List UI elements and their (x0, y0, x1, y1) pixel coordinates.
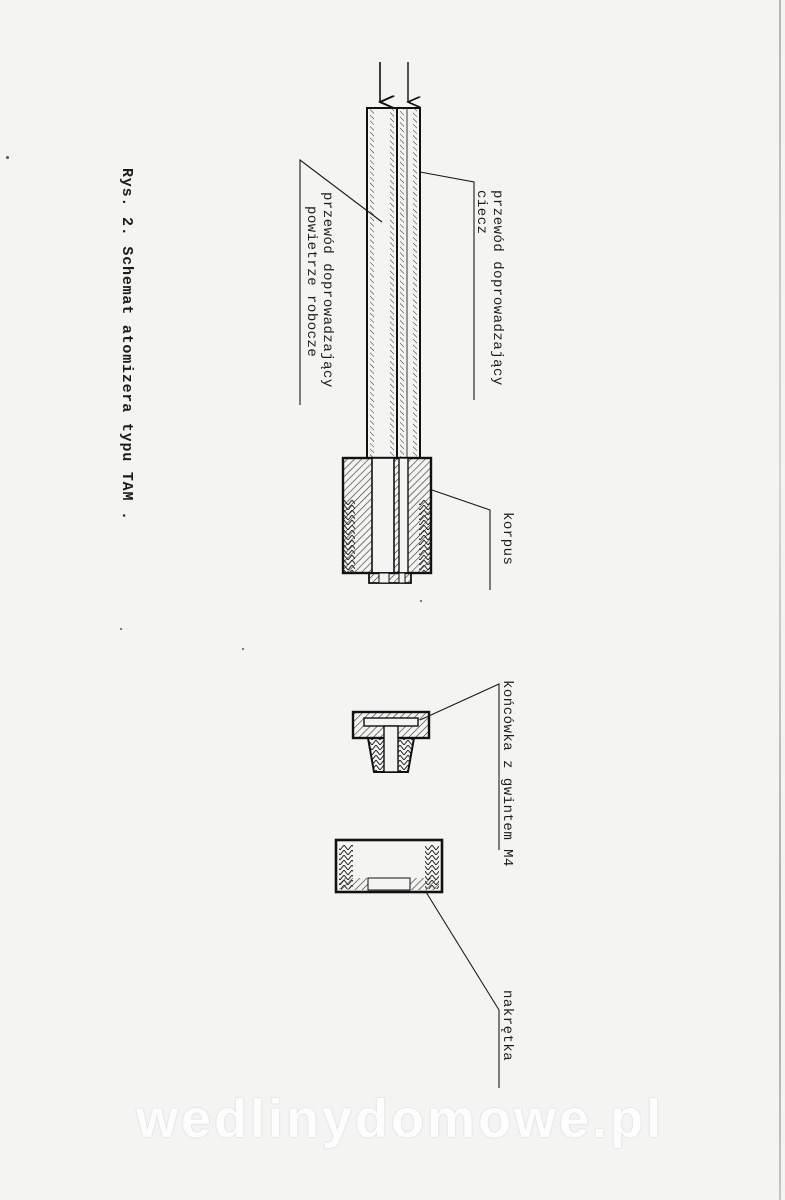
figure-caption: Rys. 2. Schemat atomizera typu TAM . (118, 168, 135, 521)
body-part (343, 458, 431, 583)
scan-speck (6, 156, 9, 159)
nozzle-tip-part (353, 712, 429, 772)
scan-speck (420, 600, 422, 602)
air-line-label-1: przewód doprowadzający (319, 192, 335, 388)
watermark: wedlinydomowe.pl (135, 1089, 665, 1149)
scan-speck (242, 648, 244, 650)
inflow-arrows (380, 62, 408, 102)
nut-label: nakrętka (499, 990, 515, 1062)
nozzle-tip-label: końcówka z gwintem M4 (499, 680, 515, 867)
scan-speck (120, 628, 122, 630)
nut-part (336, 840, 442, 892)
body-label: korpus (499, 512, 515, 566)
air-line-label-2: powietrze robocze (303, 206, 319, 358)
liquid-line-label-1: przewód doprowadzający (489, 190, 505, 386)
supply-tubes (367, 108, 420, 458)
liquid-line-label-2: ciecz (473, 190, 489, 235)
